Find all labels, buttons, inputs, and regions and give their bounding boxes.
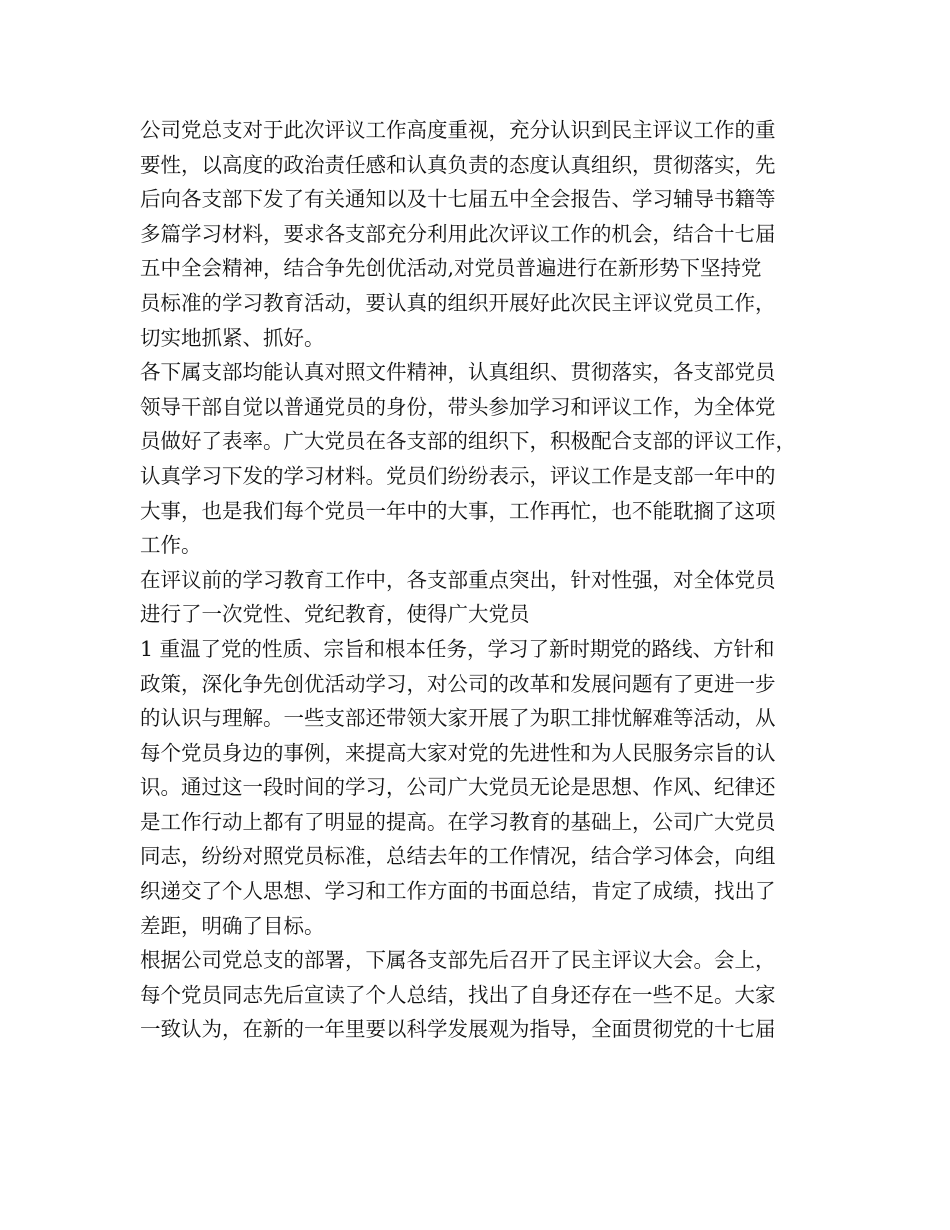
text-line: 员做好了表率。广大党员在各支部的组织下，积极配合支部的评议工作， xyxy=(140,429,796,454)
text-line: 五中全会精神，结合争先创优活动,对党员普遍进行在新形势下坚持党 xyxy=(140,256,762,281)
text-line: 各下属支部均能认真对照文件精神，认真组织、贯彻落实，各支部党员 xyxy=(140,360,776,385)
paragraph-5 xyxy=(140,943,830,1047)
text-line: 工作。 xyxy=(140,533,202,558)
text-line: 多篇学习材料，要求各支部充分利用此次评议工作的机会，结合十七届 xyxy=(140,221,776,246)
text-line: 的认识与理解。一些支部还带领大家开展了为职工排忧解难等活动，从 xyxy=(140,706,776,731)
text-line: 同志，纷纷对照党员标准，总结去年的工作情况，结合学习体会，向组 xyxy=(140,844,776,869)
text-line: 进行了一次党性、党纪教育，使得广大党员 xyxy=(140,602,530,627)
document-body xyxy=(140,113,830,1047)
text-line: 识。通过这一段时间的学习，公司广大党员无论是思想、作风、纪律还 xyxy=(140,775,776,800)
text-line: 一致认为，在新的一年里要以科学发展观为指导，全面贯彻党的十七届 xyxy=(140,1017,776,1042)
text-line: 大事，也是我们每个党员一年中的大事，工作再忙，也不能耽搁了这项 xyxy=(140,498,776,523)
text-line: 织递交了个人思想、学习和工作方面的书面总结，肯定了成绩，找出了 xyxy=(140,879,776,904)
text-line: 差距，明确了目标。 xyxy=(140,913,325,938)
text-line: 后向各支部下发了有关通知以及十七届五中全会报告、学习辅导书籍等 xyxy=(140,187,776,212)
paragraph-2 xyxy=(140,355,830,563)
text-line: 是工作行动上都有了明显的提高。在学习教育的基础上，公司广大党员 xyxy=(140,809,776,834)
text-line: 认真学习下发的学习材料。党员们纷纷表示，评议工作是支部一年中的 xyxy=(140,463,776,488)
text-line: 1 重温了党的性质、宗旨和根本任务，学习了新时期党的路线、方针和 xyxy=(140,636,775,661)
paragraph-1 xyxy=(140,113,830,355)
text-line: 政策，深化争先创优活动学习，对公司的改革和发展问题有了更进一步 xyxy=(140,671,776,696)
text-line: 公司党总支对于此次评议工作高度重视，充分认识到民主评议工作的重 xyxy=(140,118,776,142)
text-line: 根据公司党总支的部署，下属各支部先后召开了民主评议大会。会上， xyxy=(140,948,776,973)
text-line: 每个党员身边的事例，来提高大家对党的先进性和为人民服务宗旨的认 xyxy=(140,740,776,765)
text-line: 每个党员同志先后宣读了个人总结，找出了自身还存在一些不足。大家 xyxy=(140,982,776,1007)
text-line: 员标准的学习教育活动，要认真的组织开展好此次民主评议党员工作， xyxy=(140,290,776,315)
paragraph-4 xyxy=(140,632,830,943)
paragraph-3 xyxy=(140,563,830,632)
text-line: 要性，以高度的政治责任感和认真负责的态度认真组织，贯彻落实，先 xyxy=(140,152,776,177)
text-line: 领导干部自觉以普通党员的身份，带头参加学习和评议工作，为全体党 xyxy=(140,394,776,419)
text-line: 切实地抓紧、抓好。 xyxy=(140,325,325,350)
text-line: 在评议前的学习教育工作中，各支部重点突出，针对性强，对全体党员 xyxy=(140,567,776,592)
